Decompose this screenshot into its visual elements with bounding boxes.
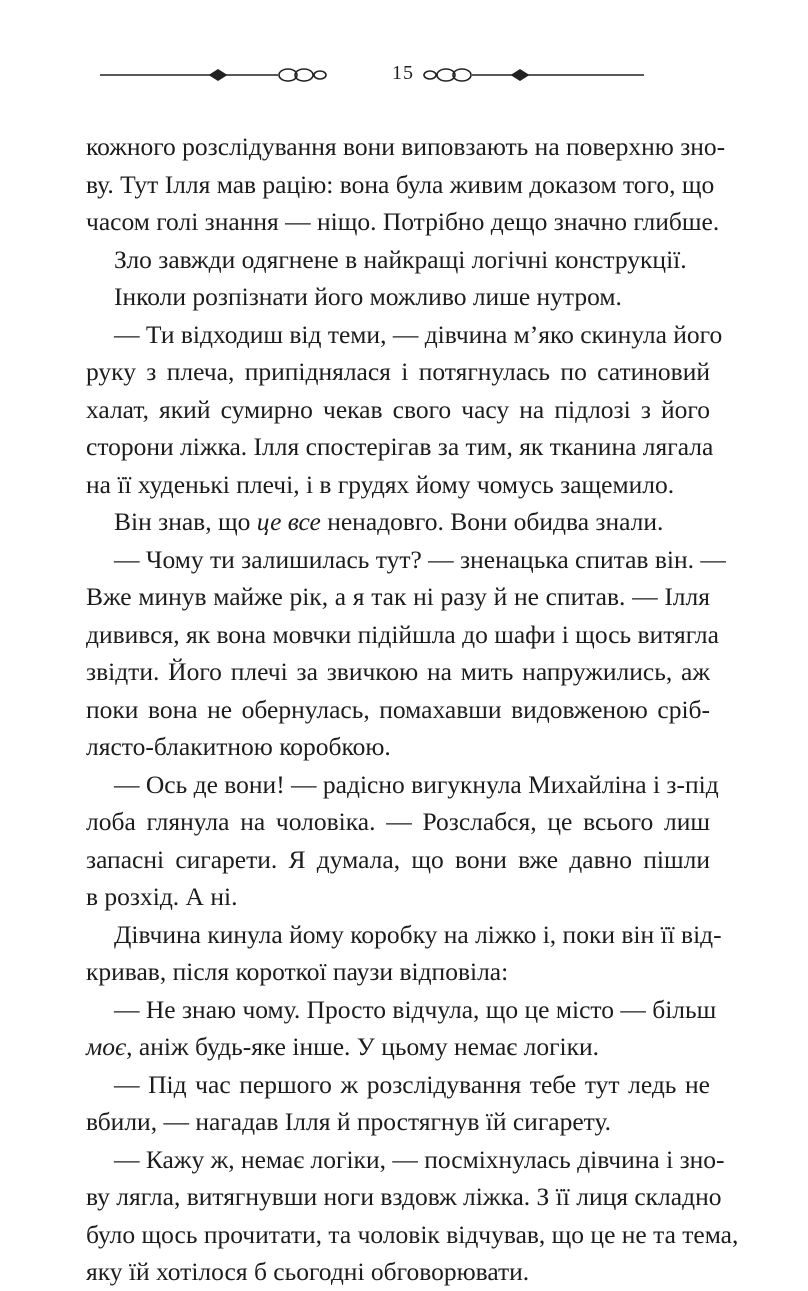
text-segment: було щось прочитати, та чоловік відчував, що це не та тема, [86,1219,739,1249]
text-line [86,953,710,991]
page-header [100,58,706,92]
text-segment: руку з плеча, припіднялася і потягнулась по сатиновий [86,357,710,386]
text-segment: яку їй хотілося б сьогодні обговорювати. [86,1257,530,1286]
italic-text: це все [256,507,321,536]
text-segment: поки вона не обернулась, помахавши видовженою сріб- [86,694,710,724]
text-line [86,391,710,429]
text-segment: — Ти відходиш від теми, — дівчина м’яко скинула його [114,319,723,349]
text-segment: часом голі знання — ніщо. Потрібно дещо значно глибше. [86,207,720,236]
text-segment: — Кажу ж, немає логіки, — посміхнулась дівчина і зно- [114,1144,725,1174]
text-segment: халат, який сумирно чекав свого часу на підлозі з його [86,394,710,424]
text-line [86,578,710,616]
text-line [86,241,710,279]
text-segment: запасні сигарети. Я думала, що вони вже давно пішли [86,844,710,874]
text-line [86,503,710,541]
text-segment: Зло завжди одягнене в найкращі логічні конструкції. [114,244,687,274]
text-line [86,1141,725,1179]
text-segment: Інколи розпізнати його можливо лише нутром. [114,282,622,311]
text-line [86,616,719,654]
text-line [86,428,714,466]
text-segment: ву лягла, витягнувши ноги вздовж ліжка. З її лиця складно [86,1182,722,1211]
text-segment: — Не знаю чому. Просто відчула, що це місто — більш [114,994,717,1024]
text-line [86,1178,722,1216]
text-line [86,128,726,166]
text-line [86,278,710,316]
text-line [86,803,710,841]
text-line [86,1103,710,1141]
text-line [86,316,723,354]
text-line [86,1216,739,1254]
text-line [86,1066,710,1104]
text-line [86,728,710,766]
text-line [86,841,710,879]
italic-text: моє [86,1032,127,1061]
text-line [86,878,710,916]
text-segment: вбили, — нагадав Ілля й простягнув їй сигарету. [86,1107,612,1136]
text-line [86,203,720,241]
text-line [86,166,715,204]
text-segment: ву. Тут Ілля мав рацію: вона була живим доказом того, що [86,169,715,199]
text-segment: Він знав, що [114,507,257,536]
text-line [86,353,710,391]
text-segment: лясто-блакитною коробкою. [86,732,391,761]
text-segment: Дівчина кинула йому коробку на ліжко і, поки він її від- [114,919,722,949]
page-number: 15 [392,62,414,84]
text-segment: — Чому ти залишилась тут? — зненацька спитав він. — [114,544,726,574]
text-line [86,1253,710,1291]
text-segment: звідти. Його плечі за звичкою на мить напружились, аж [86,657,710,686]
text-segment: — Ось де вони! — радісно вигукнула Михайліна і з-під [114,769,719,799]
text-segment: — Під час першого ж розслідування тебе тут ледь не [114,1069,710,1099]
text-line [86,541,726,579]
text-line [86,691,710,729]
text-line [86,991,717,1029]
text-segment: ненадовго. Вони обидва знали. [320,507,664,536]
text-segment: кривав, після короткої паузи відповіла: [86,957,509,986]
text-line [86,466,710,504]
text-segment: в розхід. А ні. [86,882,238,911]
text-line [86,1028,710,1066]
text-line [86,766,719,804]
text-segment: сторони ліжка. Ілля спостерігав за тим, як тканина лягала [86,432,714,461]
page-body [86,128,739,1291]
text-segment: на її худенькі плечі, і в грудях йому чомусь защемило. [86,469,675,499]
text-segment: , аніж будь-яке інше. У цьому немає логіки. [126,1032,600,1061]
text-segment: лоба глянула на чоловіка. — Розслабся, це всього лиш [86,807,710,836]
text-segment: кожного розслідування вони виповзають на поверхню зно- [86,132,726,161]
text-line [86,653,710,691]
text-line [86,916,722,954]
text-segment: Вже минув майже рік, а я так ні разу й не спитав. — Ілля [86,582,710,611]
text-segment: дивився, як вона мовчки підійшла до шафи і щось витягла [86,619,719,649]
